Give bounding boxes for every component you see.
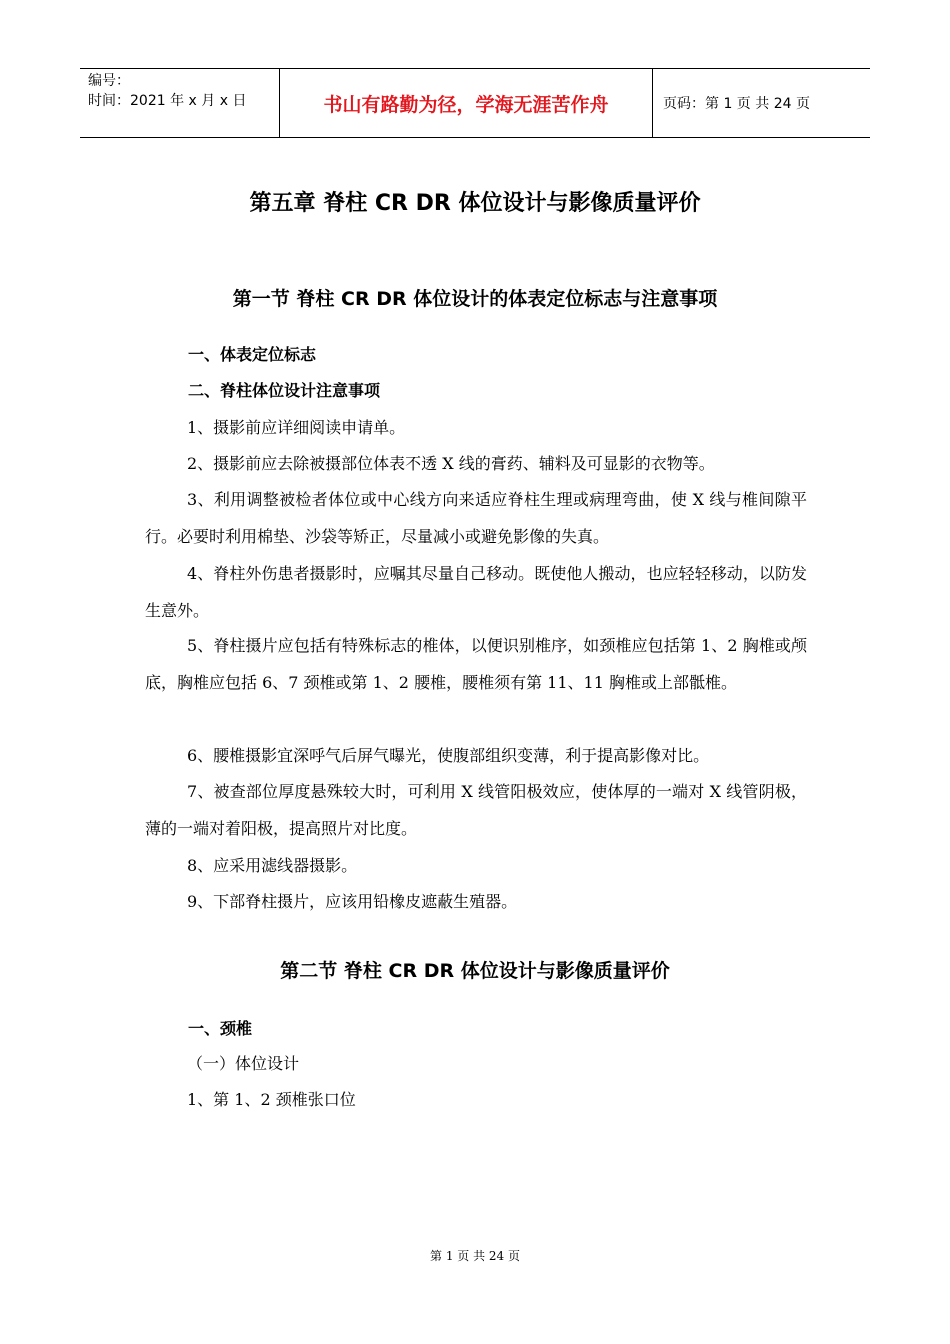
list-item: 4、脊柱外伤患者摄影时，应嘱其尽量自己移动。既使他人搬动，也应轻轻移动，以防发生意外。	[145, 564, 807, 620]
subheading-cervical: 一、颈椎	[188, 1019, 253, 1038]
list-item: 6、腰椎摄影宜深呼气后屏气曝光，使腹部组织变薄，利于提高影像对比。	[187, 746, 710, 765]
code-label: 编号：	[88, 73, 130, 89]
section1-title: 第一节 脊柱 CR DR 体位设计的体表定位标志与注意事项	[232, 288, 718, 310]
subheading-surface-landmarks: 一、体表定位标志	[188, 345, 317, 364]
list-item: 8、应采用滤线器摄影。	[187, 856, 358, 875]
page-header	[80, 68, 870, 138]
list-item: 9、下部脊柱摄片，应该用铅橡皮遮蔽生殖器。	[187, 892, 518, 911]
list-item: 2、摄影前应去除被摄部位体表不透 X 线的膏药、辅料及可显影的衣物等。	[187, 454, 715, 473]
list-item: 1、第 1、2 颈椎张口位	[187, 1090, 356, 1109]
chapter-title: 第五章 脊柱 CR DR 体位设计与影像质量评价	[249, 191, 701, 216]
subheading-positioning: （一）体位设计	[187, 1054, 300, 1073]
list-item: 5、脊柱摄片应包括有特殊标志的椎体，以便识别椎序，如颈椎应包括第 1、2 胸椎或颅底，胸椎应包括 6、7 颈椎或第 1、2 腰椎，腰椎须有第 11、11 胸椎或上部骶椎。	[145, 636, 807, 692]
list-item: 7、被查部位厚度悬殊较大时，可利用 X 线管阳极效应，使体厚的一端对 X 线管阴极，薄的一端对着阳极，提高照片对比度。	[145, 782, 807, 838]
list-item: 3、利用调整被检者体位或中心线方向来适应脊柱生理或病理弯曲，使 X 线与椎间隙平行。必要时利用棉垫、沙袋等矫正，尽量减小或避免影像的失真。	[145, 490, 807, 546]
header-motto: 书山有路勤为径，学海无涯苦作舟	[280, 69, 653, 137]
header-meta	[80, 69, 280, 137]
time-label: 时间：2021 年 x 月 x 日	[88, 93, 247, 109]
subheading-precautions: 二、脊柱体位设计注意事项	[188, 381, 381, 400]
section2-title: 第二节 脊柱 CR DR 体位设计与影像质量评价	[280, 960, 670, 982]
page-footer: 第 1 页 共 24 页	[430, 1249, 520, 1263]
list-item: 1、摄影前应详细阅读申请单。	[187, 418, 406, 437]
header-page-label: 页码：第 1 页 共 24 页	[663, 96, 810, 112]
